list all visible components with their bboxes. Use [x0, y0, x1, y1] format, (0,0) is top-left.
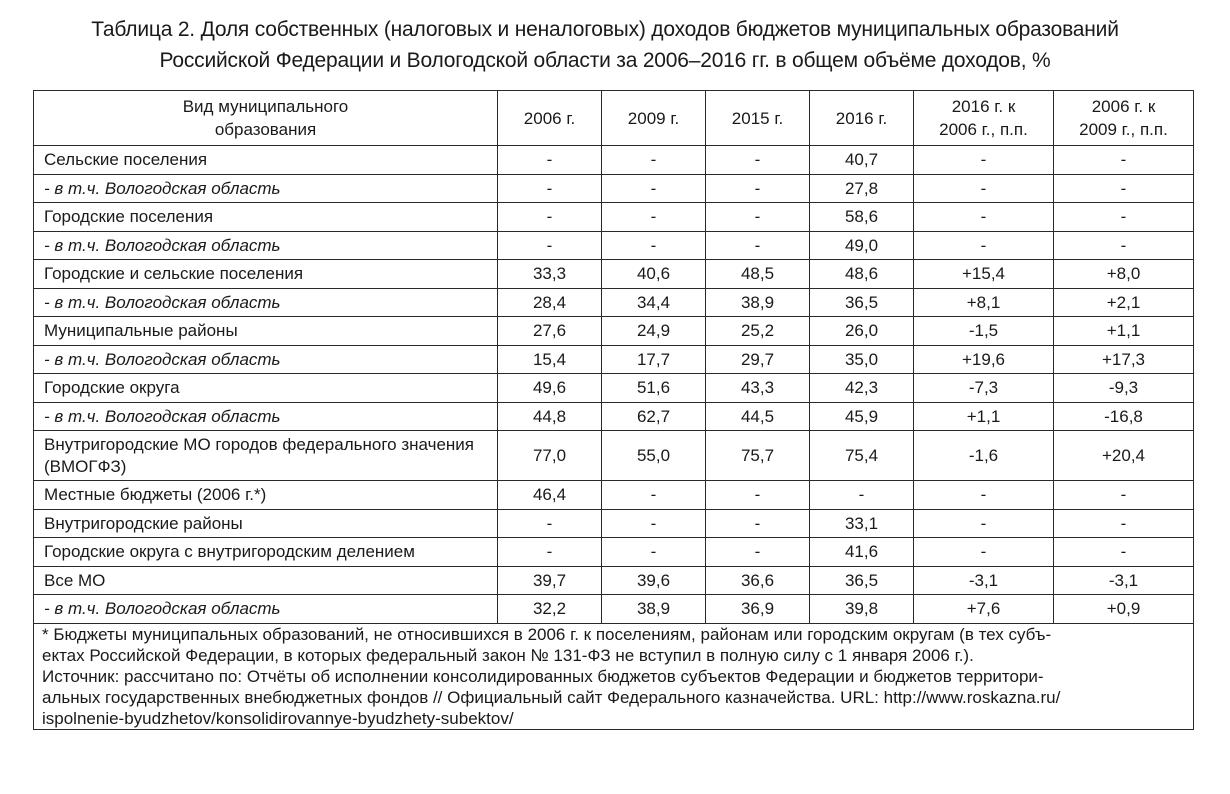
table-row — [34, 203, 1194, 232]
cell-d2: - — [1054, 481, 1194, 510]
cell-v2016: - — [810, 481, 914, 510]
cell-v2006: 27,6 — [498, 317, 602, 346]
row-label — [34, 174, 498, 203]
cell-v2016: 42,3 — [810, 374, 914, 403]
header-2009: 2009 г. — [602, 91, 706, 146]
cell-v2015: 38,9 — [706, 288, 810, 317]
cell-v2009: - — [602, 538, 706, 567]
cell-v2006: 39,7 — [498, 566, 602, 595]
cell-v2009: - — [602, 174, 706, 203]
cell-v2016: 26,0 — [810, 317, 914, 346]
table-row — [34, 509, 1194, 538]
row-label: Местные бюджеты (2006 г.*) — [34, 481, 498, 510]
cell-v2009: 24,9 — [602, 317, 706, 346]
row-label: Городские округа — [34, 374, 498, 403]
cell-v2009: 55,0 — [602, 431, 706, 481]
cell-v2015: 36,6 — [706, 566, 810, 595]
cell-v2015: - — [706, 146, 810, 175]
cell-d2: - — [1054, 203, 1194, 232]
row-label-text: Вологодская область — [104, 349, 281, 369]
cell-v2015: 75,7 — [706, 431, 810, 481]
row-label — [34, 231, 498, 260]
cell-v2016: 27,8 — [810, 174, 914, 203]
table-row — [34, 288, 1194, 317]
header-diff-2016-2006: 2016 г. к 2006 г., п.п. — [914, 91, 1054, 146]
cell-d1: - — [914, 231, 1054, 260]
cell-d2: - — [1054, 174, 1194, 203]
cell-v2016: 36,5 — [810, 288, 914, 317]
cell-d2: - — [1054, 538, 1194, 567]
table-row — [34, 260, 1194, 289]
cell-d2: - — [1054, 146, 1194, 175]
cell-v2006: 33,3 — [498, 260, 602, 289]
footnote-line-1: * Бюджеты муниципальных образований, не относившихся в 2006 г. к поселениям, районам или городским округам (в тех субъ- — [42, 624, 1052, 644]
cell-v2016: 48,6 — [810, 260, 914, 289]
cell-v2009: 40,6 — [602, 260, 706, 289]
header-2016: 2016 г. — [810, 91, 914, 146]
cell-v2009: 17,7 — [602, 345, 706, 374]
row-label-text: Вологодская область — [104, 599, 281, 619]
cell-d2: +0,9 — [1054, 595, 1194, 624]
title-line-2: Российской Федерации и Вологодской области за 2006–2016 гг. в общем объёме доходов, % — [159, 49, 1051, 72]
cell-v2015: 44,5 — [706, 402, 810, 431]
cell-d1: - — [914, 538, 1054, 567]
row-label: Городские и сельские поселения — [34, 260, 498, 289]
source-line-1: Источник: рассчитано по: Отчёты об исполнении консолидированных бюджетов субъектов Федерации и бюджетов территори- — [42, 666, 1044, 686]
cell-v2006: - — [498, 203, 602, 232]
header-diff-2006-2009: 2006 г. к 2009 г., п.п. — [1054, 91, 1194, 146]
row-label: Муниципальные районы — [34, 317, 498, 346]
row-label-prefix: - в т.ч. — [44, 406, 105, 426]
table-row — [34, 595, 1194, 624]
cell-v2015: - — [706, 174, 810, 203]
cell-v2009: 51,6 — [602, 374, 706, 403]
cell-d1: +19,6 — [914, 345, 1054, 374]
cell-v2006: 44,8 — [498, 402, 602, 431]
cell-v2016: 58,6 — [810, 203, 914, 232]
cell-v2009: - — [602, 481, 706, 510]
cell-v2015: - — [706, 231, 810, 260]
cell-v2016: 41,6 — [810, 538, 914, 567]
row-label: Внутригородские МО городов федерального значения (ВМОГФЗ) — [34, 431, 498, 481]
source-line-3: ispolnenie-byudzhetov/konsolidirovannye-byudzhety-subektov/ — [42, 708, 514, 728]
cell-v2006: 46,4 — [498, 481, 602, 510]
header-2006: 2006 г. — [498, 91, 602, 146]
row-label-prefix: - в т.ч. — [44, 349, 105, 369]
row-label — [34, 288, 498, 317]
cell-d2: +20,4 — [1054, 431, 1194, 481]
cell-d2: -3,1 — [1054, 566, 1194, 595]
row-label-text: Вологодская область — [104, 235, 281, 255]
cell-d2: +17,3 — [1054, 345, 1194, 374]
cell-v2009: 34,4 — [602, 288, 706, 317]
cell-v2016: 36,5 — [810, 566, 914, 595]
data-table — [33, 90, 1194, 730]
cell-d1: -3,1 — [914, 566, 1054, 595]
row-label — [34, 402, 498, 431]
cell-v2006: - — [498, 509, 602, 538]
cell-d2: -16,8 — [1054, 402, 1194, 431]
notes-row — [34, 623, 1194, 729]
cell-v2015: 29,7 — [706, 345, 810, 374]
cell-v2015: 43,3 — [706, 374, 810, 403]
cell-v2006: - — [498, 146, 602, 175]
table-row — [34, 317, 1194, 346]
cell-v2006: 28,4 — [498, 288, 602, 317]
cell-d1: +7,6 — [914, 595, 1054, 624]
footnote-line-2: ектах Российской Федерации, в которых федеральный закон № 131-ФЗ не вступил в полную силу с 1 января 2006 г.). — [42, 645, 974, 665]
cell-v2009: - — [602, 203, 706, 232]
table-row — [34, 481, 1194, 510]
cell-v2015: 25,2 — [706, 317, 810, 346]
cell-d2: - — [1054, 231, 1194, 260]
row-label-prefix: - в т.ч. — [44, 599, 105, 619]
cell-v2006: - — [498, 538, 602, 567]
cell-d1: -1,5 — [914, 317, 1054, 346]
row-label: Внутригородские районы — [34, 509, 498, 538]
table-row — [34, 374, 1194, 403]
cell-v2016: 49,0 — [810, 231, 914, 260]
cell-v2016: 39,8 — [810, 595, 914, 624]
row-label-prefix: - в т.ч. — [44, 178, 105, 198]
title-line-1: Таблица 2. Доля собственных (налоговых и неналоговых) доходов бюджетов муниципальных образований — [91, 18, 1119, 41]
table-notes — [34, 623, 1194, 729]
table-row — [34, 231, 1194, 260]
cell-v2016: 35,0 — [810, 345, 914, 374]
row-label — [34, 595, 498, 624]
cell-v2006: - — [498, 174, 602, 203]
table-title — [20, 14, 1190, 76]
cell-v2015: - — [706, 509, 810, 538]
cell-d1: - — [914, 481, 1054, 510]
cell-v2006: 32,2 — [498, 595, 602, 624]
table-row — [34, 345, 1194, 374]
cell-v2006: 77,0 — [498, 431, 602, 481]
cell-v2009: - — [602, 231, 706, 260]
cell-d1: +1,1 — [914, 402, 1054, 431]
cell-d1: +8,1 — [914, 288, 1054, 317]
cell-v2006: 49,6 — [498, 374, 602, 403]
table-row — [34, 146, 1194, 175]
row-label: Городские поселения — [34, 203, 498, 232]
cell-d1: +15,4 — [914, 260, 1054, 289]
cell-d2: +8,0 — [1054, 260, 1194, 289]
row-label — [34, 345, 498, 374]
row-label-prefix: - в т.ч. — [44, 292, 105, 312]
cell-v2009: 38,9 — [602, 595, 706, 624]
cell-d2: +2,1 — [1054, 288, 1194, 317]
cell-v2015: 36,9 — [706, 595, 810, 624]
cell-v2009: 39,6 — [602, 566, 706, 595]
cell-d1: -7,3 — [914, 374, 1054, 403]
table-row — [34, 174, 1194, 203]
table-row — [34, 538, 1194, 567]
cell-v2006: 15,4 — [498, 345, 602, 374]
cell-d2: +1,1 — [1054, 317, 1194, 346]
header-type: Вид муниципального образования — [34, 91, 498, 146]
header-row — [34, 91, 1194, 146]
cell-d1: -1,6 — [914, 431, 1054, 481]
cell-v2015: - — [706, 538, 810, 567]
table-row — [34, 566, 1194, 595]
cell-v2016: 33,1 — [810, 509, 914, 538]
cell-v2016: 75,4 — [810, 431, 914, 481]
cell-d1: - — [914, 174, 1054, 203]
row-label: Городские округа с внутригородским делением — [34, 538, 498, 567]
row-label: Все МО — [34, 566, 498, 595]
cell-d2: - — [1054, 509, 1194, 538]
header-2015: 2015 г. — [706, 91, 810, 146]
row-label: Сельские поселения — [34, 146, 498, 175]
source-line-2: альных государственных внебюджетных фондов // Официальный сайт Федерального казначейства. URL: http://www.roskazna.ru/ — [42, 687, 1061, 707]
cell-d2: -9,3 — [1054, 374, 1194, 403]
cell-v2015: - — [706, 481, 810, 510]
cell-v2016: 45,9 — [810, 402, 914, 431]
row-label-prefix: - в т.ч. — [44, 235, 105, 255]
cell-d1: - — [914, 146, 1054, 175]
cell-v2006: - — [498, 231, 602, 260]
cell-v2015: 48,5 — [706, 260, 810, 289]
cell-v2009: - — [602, 509, 706, 538]
cell-v2009: - — [602, 146, 706, 175]
cell-v2015: - — [706, 203, 810, 232]
cell-d1: - — [914, 203, 1054, 232]
table-row — [34, 402, 1194, 431]
row-label-text: Вологодская область — [104, 406, 281, 426]
row-label-text: Вологодская область — [104, 292, 281, 312]
cell-d1: - — [914, 509, 1054, 538]
cell-v2016: 40,7 — [810, 146, 914, 175]
cell-v2009: 62,7 — [602, 402, 706, 431]
row-label-text: Вологодская область — [104, 178, 281, 198]
table-row — [34, 431, 1194, 481]
